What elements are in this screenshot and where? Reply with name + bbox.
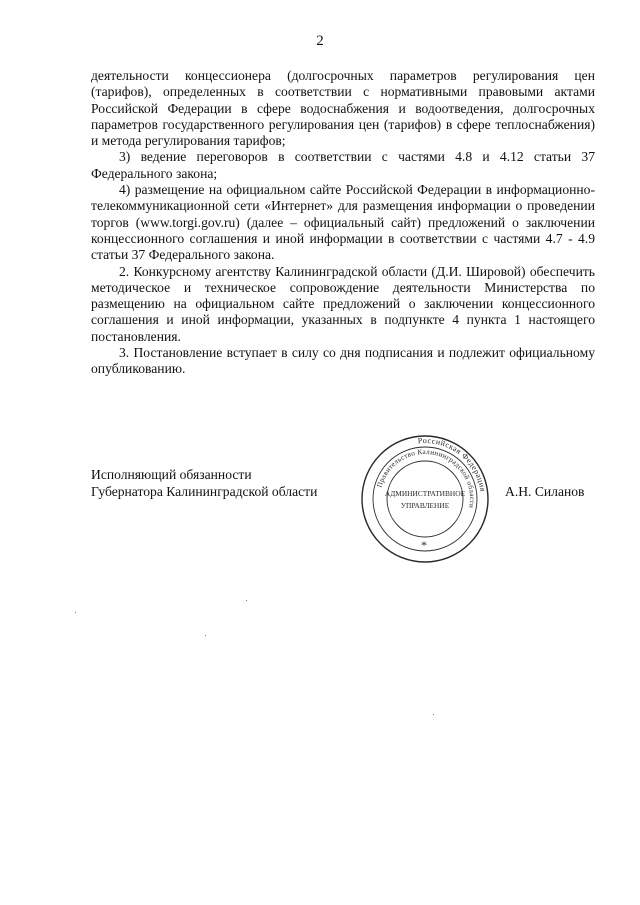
seal-center-line2: УПРАВЛЕНИЕ [400,501,450,510]
scan-speck [246,600,247,601]
paragraph-item-4: 4) размещение на официальном сайте Российской Федерации в информационно-телекоммуникационной сети «Интернет» для размещения информации о проведении торгов (www.torgi.gov.ru) (далее – официальный сайт) предложений о заключении концессионного соглашения и иной информации в соответствии с частями 4.7 - 4.9 статьи 37 Федерального закона. [91,182,595,263]
paragraph-continuation: деятельности концессионера (долгосрочных параметров регулирования цен (тарифов), определенных в соответствии с нормативными правовыми актами Российской Федерации в сфере водоснабжения и водоотведения, долгосрочных параметров государственного регулирования цен (тарифов) в сфере теплоснабжения) и метода регулирования тарифов; [91,68,595,149]
scan-speck [75,612,76,613]
signatory-title-line1: Исполняющий обязанности [91,467,252,482]
seal-outer-text: Российская Федерация [417,435,488,493]
document-body [91,68,595,378]
seal-center-line1: АДМИНИСТРАТИВНОЕ [384,489,466,498]
official-seal-stamp [360,434,490,564]
signatory-title [91,467,391,500]
signatory-title-line2: Губернатора Калининградской области [91,483,318,499]
seal-inner-ring [387,461,463,537]
seal-star-icon: * [421,538,427,552]
page-number: 2 [316,33,324,49]
seal-inner-text: Правительство Калининградской области [375,447,477,509]
scan-speck [433,714,434,715]
paragraph-item-3: 3) ведение переговоров в соответствии с частями 4.8 и 4.12 статьи 37 Федерального закона; [91,149,595,181]
paragraph-clause-2: 2. Конкурсному агентству Калининградской области (Д.И. Шировой) обеспечить методическое и техническое сопровождение деятельности Министерства по размещению на официальном сайте предложений о заключении концессионного соглашения и иной информации, указанных в подпункте 4 пункта 1 настоящего постановления. [91,263,595,344]
signatory-name: А.Н. Силанов [505,484,585,499]
seal-middle-ring [373,447,477,551]
scan-speck [205,635,206,636]
paragraph-clause-3: 3. Постановление вступает в силу со дня подписания и подлежит официальному опубликованию. [91,345,595,377]
